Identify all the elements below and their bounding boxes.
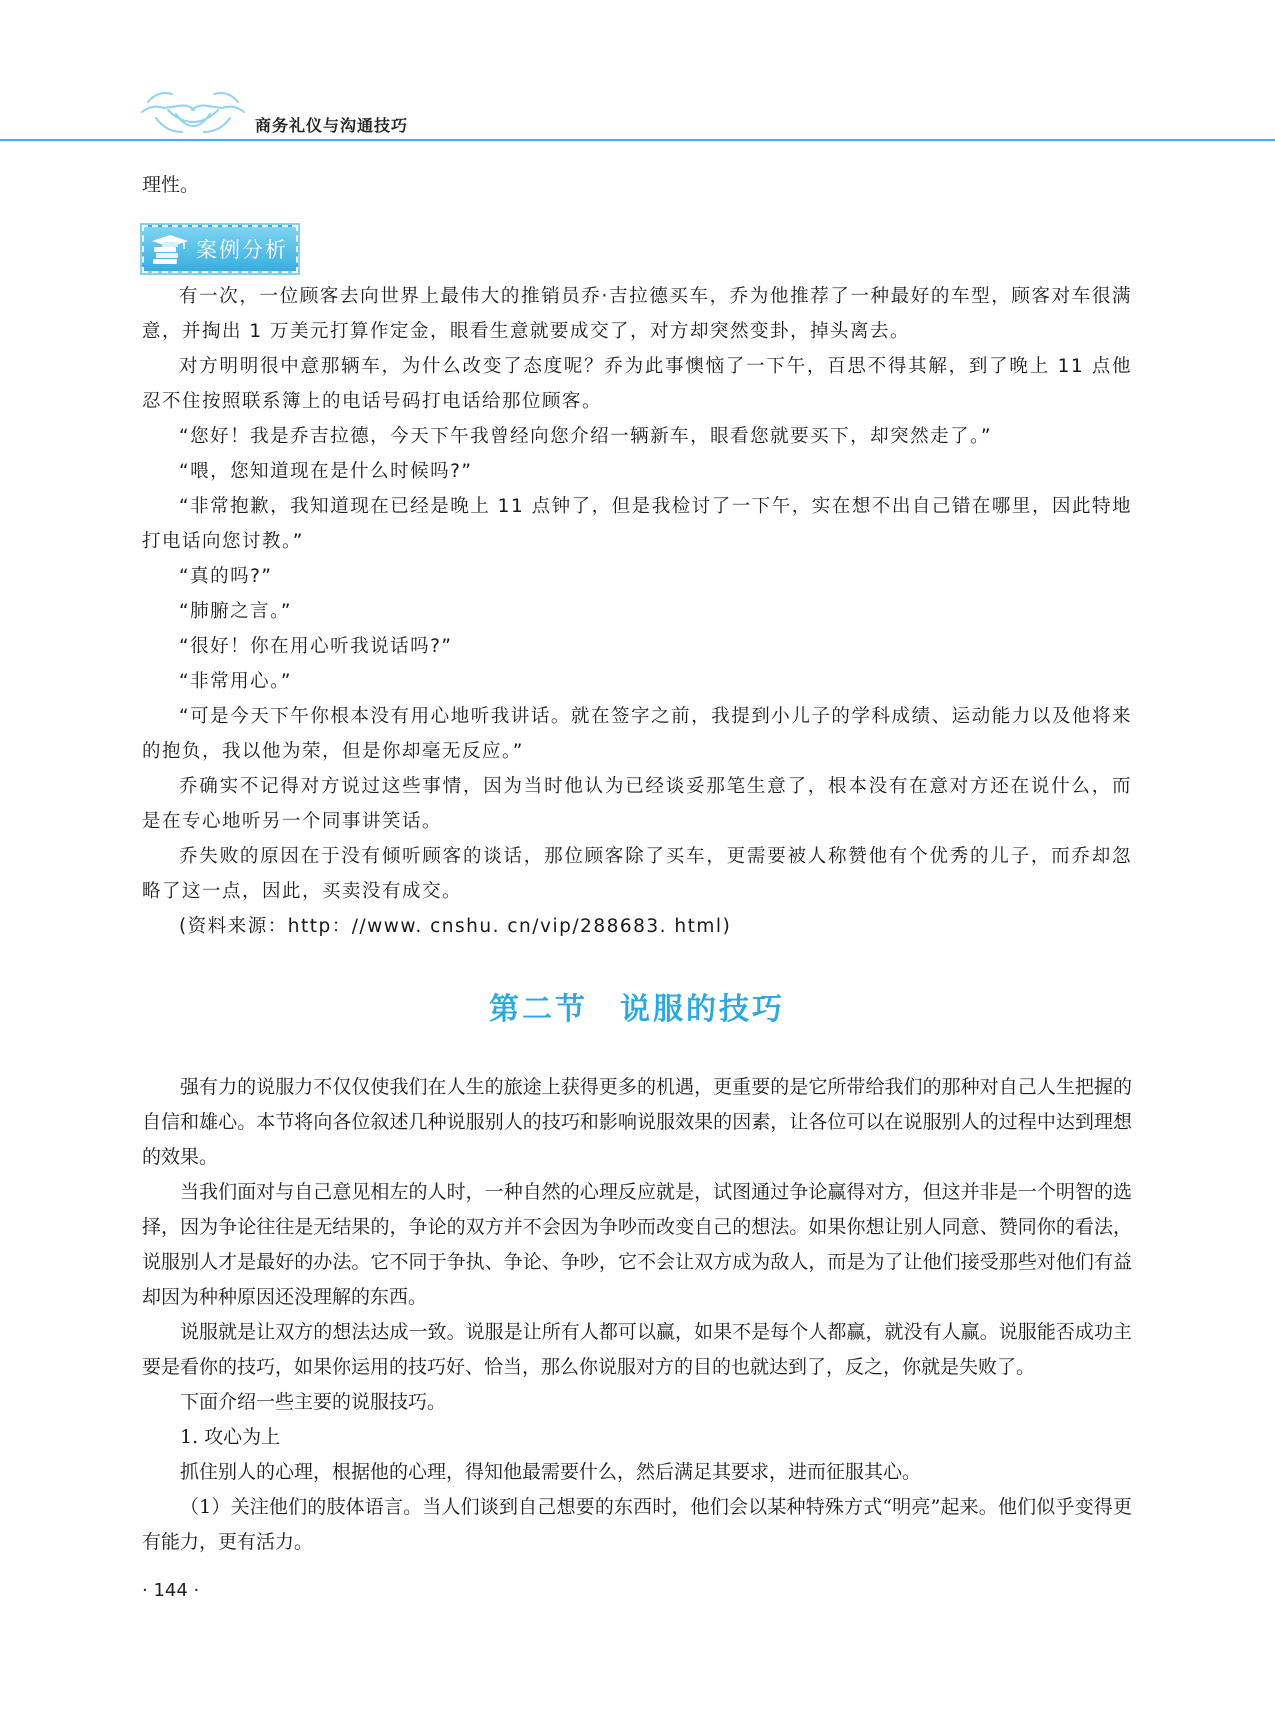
section-body xyxy=(142,1070,1132,1560)
section-number: 第二节 xyxy=(489,992,588,1027)
section-paragraph: （1）关注他们的肢体语言。当人们谈到自己想要的东西时，他们会以某种特殊方式“明亮”起来。他们似乎变得更有能力，更有活力。 xyxy=(142,1496,1132,1553)
section-heading xyxy=(142,984,1132,1028)
header-divider xyxy=(0,139,1275,141)
case-source: (资料来源：http：//www. cnshu. cn/vip/288683. html) xyxy=(179,916,732,937)
case-paragraph: “肺腑之言。” xyxy=(179,601,292,622)
case-paragraph: “很好！你在用心听我说话吗?” xyxy=(179,636,453,657)
case-paragraph: 乔失败的原因在于没有倾听顾客的谈话，那位顾客除了买车，更需要被人称赞他有个优秀的儿子，而乔却忽略了这一点，因此，买卖没有成交。 xyxy=(142,846,1132,902)
case-paragraph: “真的吗?” xyxy=(179,566,273,587)
section-paragraph: 抓住别人的心理，根据他的心理，得知他最需要什么，然后满足其要求，进而征服其心。 xyxy=(180,1461,922,1483)
case-paragraph: 有一次，一位顾客去向世界上最伟大的推销员乔·吉拉德买车，乔为他推荐了一种最好的车型，顾客对车很满意，并掏出 1 万美元打算作定金，眼看生意就要成交了，对方却突然变卦，掉头离去。 xyxy=(142,286,1132,342)
books-graduation-cap-icon xyxy=(150,233,190,265)
section-paragraph: 当我们面对与自己意见相左的人时，一种自然的心理反应就是，试图通过争论赢得对方，但这并非是一个明智的选择，因为争论往往是无结果的，争论的双方并不会因为争吵而改变自己的想法。如果你想让别人同意、赞同你的看法，说服别人才是最好的办法。它不同于争执、争论、争吵，它不会让双方成为敌人，而是为了让他们接受那些对他们有益却因为种种原因还没理解的东西。 xyxy=(142,1181,1132,1308)
case-paragraph: “您好！我是乔吉拉德，今天下午我曾经向您介绍一辆新车，眼看您就要买下，却突然走了。” xyxy=(179,426,992,447)
case-paragraph: “非常用心。” xyxy=(179,671,292,692)
book-title: 商务礼仪与沟通技巧 xyxy=(255,116,409,135)
case-paragraph: “非常抱歉，我知道现在已经是晚上 11 点钟了，但是我检讨了一下午，实在想不出自己错在哪里，因此特地打电话向您讨教。” xyxy=(142,496,1132,552)
section-paragraph: 强有力的说服力不仅仅使我们在人生的旅途上获得更多的机遇，更重要的是它所带给我们的那种对自己人生把握的自信和雄心。本节将向各位叙述几种说服别人的技巧和影响说服效果的因素，让各位可以在说服别人的过程中达到理想的效果。 xyxy=(142,1076,1132,1168)
section-title: 说服的技巧 xyxy=(620,992,785,1027)
section-paragraph: 说服就是让双方的想法达成一致。说服是让所有人都可以赢，如果不是每个人都赢，就没有人赢。说服能否成功主要是看你的技巧，如果你运用的技巧好、恰当，那么你说服对方的目的也就达到了，反之，你就是失败了。 xyxy=(142,1321,1132,1378)
page-header xyxy=(0,0,1275,145)
case-study-badge xyxy=(142,225,298,273)
case-study-body xyxy=(142,279,1132,944)
case-paragraph: “喂，您知道现在是什么时候吗?” xyxy=(179,461,473,482)
case-paragraph: “可是今天下午你根本没有用心地听我讲话。就在签字之前，我提到小儿子的学科成绩、运动能力以及他将来的抱负，我以他为荣，但是你却毫无反应。” xyxy=(142,706,1132,762)
case-study-label: 案例分析 xyxy=(196,238,288,262)
section-paragraph: 下面介绍一些主要的说服技巧。 xyxy=(180,1391,447,1413)
page-number: · 144 · xyxy=(142,1580,200,1601)
handshake-logo-icon xyxy=(138,82,248,136)
intro-text: 理性。 xyxy=(142,174,200,196)
case-paragraph: 对方明明很中意那辆车，为什么改变了态度呢？乔为此事懊恼了一下午，百思不得其解，到了晚上 11 点他忍不住按照联系簿上的电话号码打电话给那位顾客。 xyxy=(142,356,1132,412)
case-paragraph: 乔确实不记得对方说过这些事情，因为当时他认为已经谈妥那笔生意了，根本没有在意对方还在说什么，而是在专心地听另一个同事讲笑话。 xyxy=(142,776,1132,832)
subsection-heading: 1. 攻心为上 xyxy=(180,1426,281,1448)
page-body xyxy=(142,168,1132,1560)
